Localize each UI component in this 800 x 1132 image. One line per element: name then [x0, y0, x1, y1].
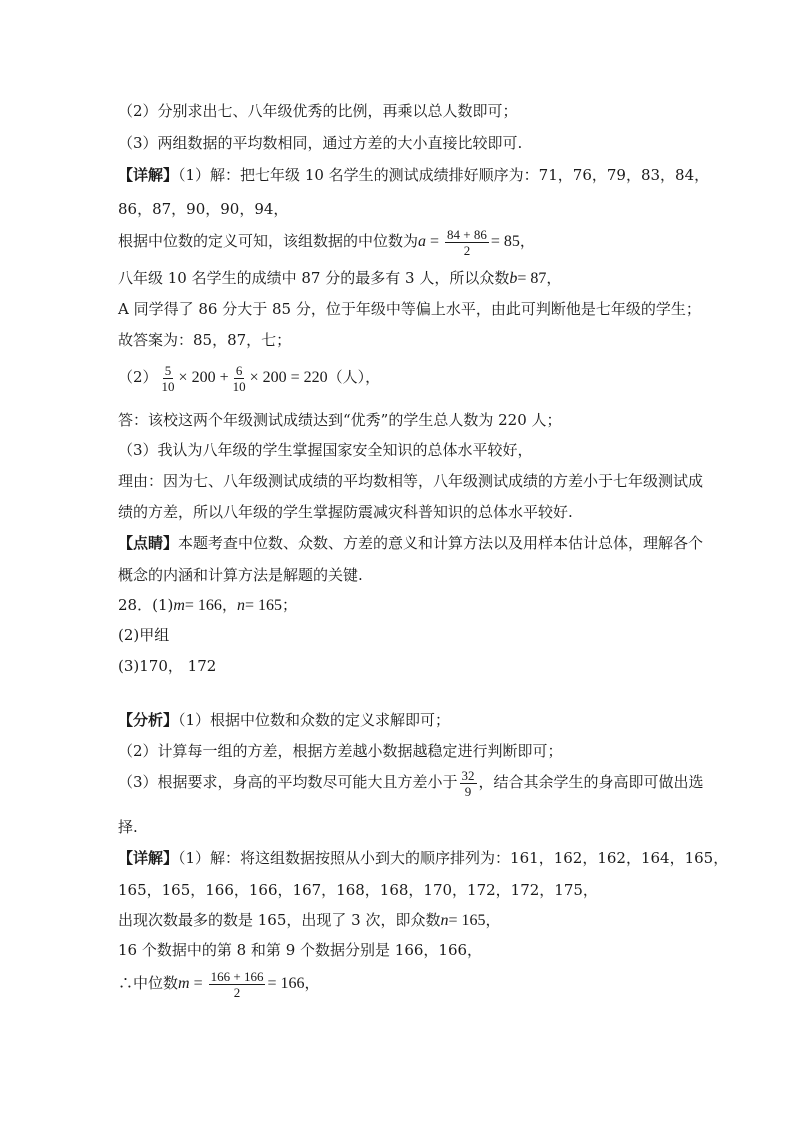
math-var: m — [178, 975, 190, 992]
text-line: 故答案为：85，87，七； — [118, 331, 292, 349]
line-text: （1）根据中位数和众数的定义求解即可； — [178, 711, 451, 729]
text-line — [118, 268, 561, 289]
math-var: n — [236, 597, 245, 614]
text-line: 答：该校这两个年级测试成绩达到“优秀”的学生总人数为 220 人； — [118, 411, 562, 429]
formula-line: 根据中位数的定义可知，该组数据的中位数为a = $\frac{84 + 86}{2}$ = 85， — [118, 226, 535, 258]
line-text: 出现次数最多的数是 165，出现了 3 次，即众数 — [118, 911, 441, 929]
line-text: （2） — [118, 368, 158, 386]
text-line: 绩的方差，所以八年级的学生掌握防震减灾科普知识的总体水平较好. — [118, 503, 573, 521]
line-text: （1）解：将这组数据按照从小到大的顺序排列为：161，162，162，164，165， — [178, 849, 729, 867]
fraction-numerator: 84 + 86 — [447, 226, 487, 242]
formula-line — [118, 765, 704, 799]
math-var: a — [418, 233, 427, 250]
section-tag: 【详解】 — [118, 849, 179, 867]
line-text: （人）， — [327, 368, 381, 386]
math-result: = 166 — [267, 975, 305, 992]
math-var: b — [509, 270, 518, 287]
text-line: (3)170， 172 — [118, 657, 217, 675]
fraction — [460, 768, 477, 799]
fraction-numerator: 166 + 166 — [210, 968, 264, 984]
line-text: 八年级 10 名学生的成绩中 87 分的最多有 3 人，所以众数 — [118, 269, 510, 287]
section-tag: 【点睛】 — [118, 534, 179, 552]
math-expr: × 200 + — [178, 369, 229, 386]
line-text: ， — [546, 269, 562, 287]
fraction — [445, 227, 489, 258]
math-var: n — [440, 912, 449, 929]
fraction-denominator: 10 — [232, 378, 246, 394]
text-line — [118, 910, 501, 931]
line-text: （3）根据要求，身高的平均数尽可能大且方差小于 — [118, 773, 458, 791]
math-result: = 165 — [244, 597, 282, 614]
math-result: = 166 — [184, 597, 222, 614]
section-tag: 【分析】 — [118, 711, 179, 729]
line-text: ； — [281, 596, 297, 614]
line-text: （1）解：把七年级 10 名学生的测试成绩排好顺序为：71，76，79，83，84， — [178, 166, 710, 184]
math-result: = 85 — [490, 233, 520, 250]
question-number: 28．(1) — [118, 596, 174, 614]
fraction-numerator: 5 — [164, 362, 172, 378]
line-text: ，结合其余学生的身高即可做出选 — [478, 773, 704, 791]
fraction-denominator: 10 — [161, 378, 175, 394]
text-line — [118, 165, 709, 185]
text-line — [118, 710, 450, 730]
text-line: 择. — [118, 818, 138, 836]
fraction-numerator: 32 — [461, 767, 475, 783]
text-line: A 同学得了 86 分大于 85 分，位于年级中等偏上水平，由此可判断他是七年级的学生； — [118, 300, 701, 318]
line-text: ， — [519, 232, 535, 250]
fraction — [160, 363, 177, 394]
text-line: (2)甲组 — [118, 626, 170, 644]
math-var: m — [173, 597, 185, 614]
line-text: ， — [485, 911, 501, 929]
fraction-numerator: 6 — [235, 362, 243, 378]
formula-line: ∴中位数m = $\frac{166 + 166}{2}$ = 166， — [118, 968, 320, 1000]
fraction-denominator: 9 — [464, 783, 472, 799]
fraction-denominator: 2 — [463, 242, 471, 258]
math-result: = 87 — [517, 270, 547, 287]
line-text: 根据中位数的定义可知，该组数据的中位数为 — [118, 232, 419, 250]
text-line: （2）分别求出七、八年级优秀的比例，再乘以总人数即可； — [118, 102, 518, 120]
text-line — [118, 848, 728, 868]
formula-line — [118, 360, 380, 395]
line-text: ， — [221, 596, 237, 614]
math-result: = 165 — [448, 912, 486, 929]
section-tag: 【详解】 — [118, 166, 179, 184]
text-line: 86，87，90，90，94， — [118, 200, 289, 218]
math-result: × 200 = 220 — [249, 369, 328, 386]
line-text: 本题考查中位数、众数、方差的意义和计算方法以及用样本估计总体，理解各个 — [178, 534, 704, 552]
fraction — [209, 969, 266, 1000]
text-line: 165，165，166，166，167，168，168，170，172，172，175， — [118, 881, 598, 899]
text-line: （3）我认为八年级的学生掌握国家安全知识的总体水平较好， — [118, 441, 533, 459]
text-line: （2）计算每一组的方差，根据方差越小数据越稳定进行判断即可； — [118, 742, 563, 760]
text-line: 16 个数据中的第 8 和第 9 个数据分别是 166，166， — [118, 941, 483, 959]
text-line: （3）两组数据的平均数相同，通过方差的大小直接比较即可. — [118, 134, 523, 152]
text-line: 概念的内涵和计算方法是解题的关键. — [118, 566, 363, 584]
fraction — [231, 363, 248, 394]
text-line — [118, 595, 297, 616]
fraction-denominator: 2 — [233, 984, 241, 1000]
text-line — [118, 533, 703, 553]
text-line: 理由：因为七、八年级测试成绩的平均数相等，八年级测试成绩的方差小于七年级测试成 — [118, 472, 704, 490]
line-text: ∴中位数 — [118, 974, 179, 992]
line-text: ， — [304, 974, 320, 992]
